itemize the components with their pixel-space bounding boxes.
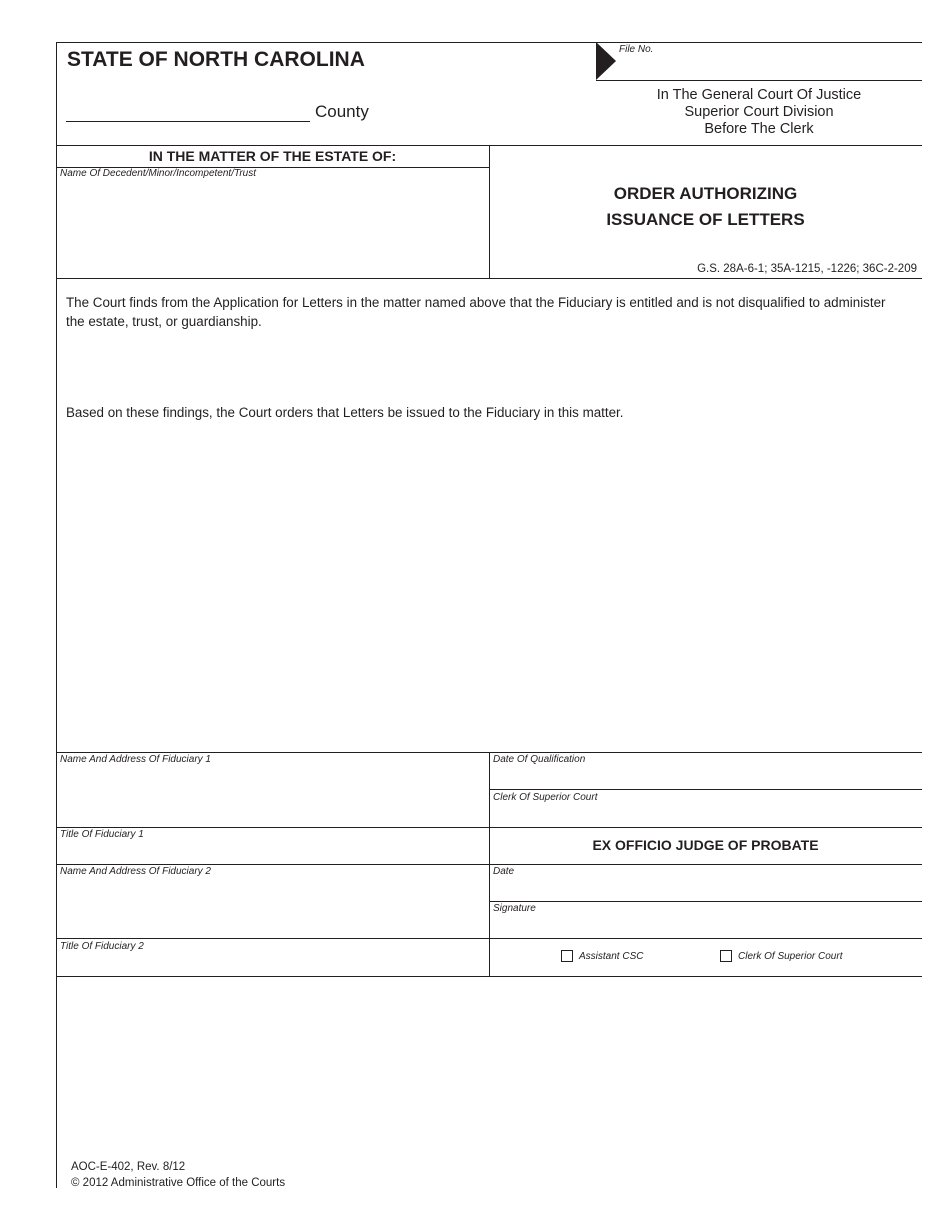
court-info [596,87,922,138]
fiduciary2-name-label: Name And Address Of Fiduciary 2 [60,866,211,877]
document-title-line-2: ISSUANCE OF LETTERS [606,210,805,229]
fiduciary2-title-field[interactable] [60,954,485,974]
document-title-line-1: ORDER AUTHORIZING [613,184,798,203]
court-line-2: Superior Court Division [684,104,834,120]
fiduciary1-name-field[interactable] [60,767,485,825]
copyright: © 2012 Administrative Office of the Courts [71,1177,286,1189]
order-paragraph: Based on these findings, the Court orders that Letters be issued to the Fiduciary in this matter. [66,405,624,420]
clerk-superior-court-label: Clerk Of Superior Court [493,792,598,803]
signature-label: Signature [493,903,536,914]
date-divider [489,901,922,902]
court-line-3: Before The Clerk [704,121,814,137]
date-qualification-field[interactable] [493,767,918,787]
fiduciary2-title-label: Title Of Fiduciary 2 [60,941,144,952]
file-no-field[interactable] [660,44,922,78]
date-qual-divider [489,789,922,790]
left-border [56,42,57,1188]
date-label: Date [493,866,515,877]
file-no-label: File No. [619,44,654,55]
date-qualification-label: Date Of Qualification [493,754,586,765]
fiduciary1-name-label: Name And Address Of Fiduciary 1 [60,754,211,765]
court-line-1: In The General Court Of Justice [656,87,862,103]
clerk-superior-court-checkbox-label: Clerk Of Superior Court [738,951,843,962]
clerk-superior-court-checkbox[interactable] [720,950,732,962]
assistant-csc-label: Assistant CSC [579,951,644,962]
file-no-top-border [596,42,922,43]
county-field[interactable] [66,121,310,122]
fiduciary1-title-field[interactable] [60,842,485,862]
document-title [489,181,922,233]
form-id: AOC-E-402, Rev. 8/12 [71,1161,186,1173]
top-border [56,42,596,43]
fiduciary2-divider [56,938,922,939]
decedent-name-label: Name Of Decedent/Minor/Incompetent/Trust [60,168,257,179]
fiduciary2-name-field[interactable] [60,879,485,936]
clerk-superior-court-field[interactable] [493,805,918,825]
ex-officio-heading: EX OFFICIO JUDGE OF PROBATE [592,837,819,853]
signature-field[interactable] [493,916,918,936]
findings-paragraph: The Court finds from the Application for Letters in the matter named above that the Fiduciary is entitled and is not disqualified to administer the estate, trust, or guardianship. [66,295,886,329]
statute-reference: G.S. 28A-6-1; 35A-1215, -1226; 36C-2-209 [697,263,917,275]
estate-heading: IN THE MATTER OF THE ESTATE OF: [148,148,397,164]
decedent-name-field[interactable] [60,182,485,274]
file-no-arrow-icon [596,42,616,80]
county-label: County [315,102,369,121]
caption-bottom-border [56,278,922,279]
fiduciary1-title-label: Title Of Fiduciary 1 [60,829,144,840]
state-title: STATE OF NORTH CAROLINA [67,48,365,71]
fiduciary1-divider [56,827,922,828]
table-bottom-border [56,976,922,977]
assistant-csc-checkbox[interactable] [561,950,573,962]
date-field[interactable] [493,879,918,899]
fiduciary1-title-divider [56,864,922,865]
file-no-bottom-border [596,80,922,81]
